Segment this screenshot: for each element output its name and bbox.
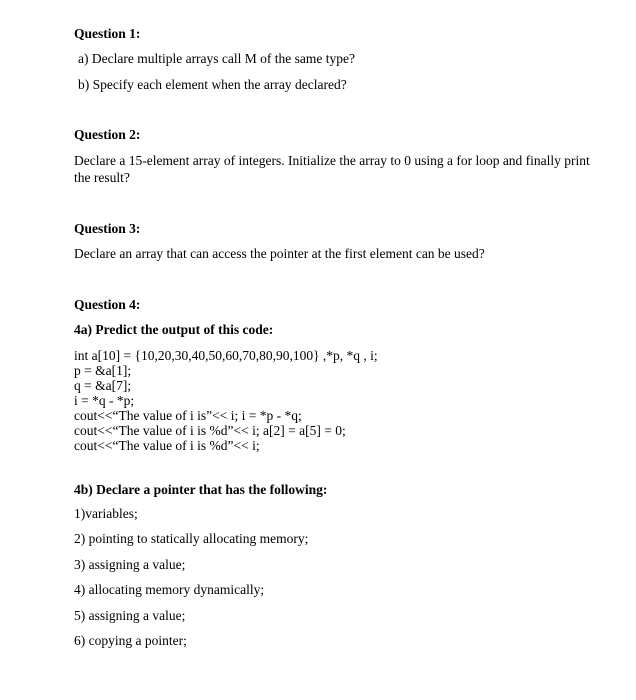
question-2-text-line-1: Declare a 15-element array of integers. Initialize the array to 0 using a for loop and finally print: [74, 153, 590, 168]
question-2-title: Question 2:: [74, 127, 141, 142]
question-3-text: Declare an array that can access the pointer at the first element can be used?: [74, 246, 485, 261]
list-item: 6) copying a pointer;: [74, 633, 187, 648]
code-line: int a[10] = {10,20,30,40,50,60,70,80,90,100} ,*p, *q , i;: [74, 348, 378, 363]
question-3-title: Question 3:: [74, 221, 141, 236]
question-4b-heading: 4b) Declare a pointer that has the following:: [74, 482, 328, 497]
question-2-text-line-2: the result?: [74, 170, 130, 185]
list-item: 2) pointing to statically allocating memory;: [74, 531, 309, 546]
list-item: 3) assigning a value;: [74, 557, 186, 572]
list-item: 5) assigning a value;: [74, 608, 186, 623]
question-1-part-a: a) Declare multiple arrays call M of the same type?: [78, 51, 356, 66]
list-item: 4) allocating memory dynamically;: [74, 582, 265, 597]
code-line: q = &a[7];: [74, 378, 132, 393]
code-line: p = &a[1];: [74, 363, 132, 378]
question-4-title: Question 4:: [74, 297, 141, 312]
question-1-title: Question 1:: [74, 26, 141, 41]
code-line: i = *q - *p;: [74, 393, 135, 408]
list-item: 1)variables;: [74, 506, 138, 521]
question-1-part-b: b) Specify each element when the array declared?: [78, 77, 347, 92]
code-line: cout<<“The value of i is %d”<< i;: [74, 438, 260, 453]
code-line: cout<<“The value of i is %d”<< i; a[2] = a[5] = 0;: [74, 423, 346, 438]
code-line: cout<<“The value of i is”<< i; i = *p - *q;: [74, 408, 302, 423]
question-4a-heading: 4a) Predict the output of this code:: [74, 322, 274, 337]
